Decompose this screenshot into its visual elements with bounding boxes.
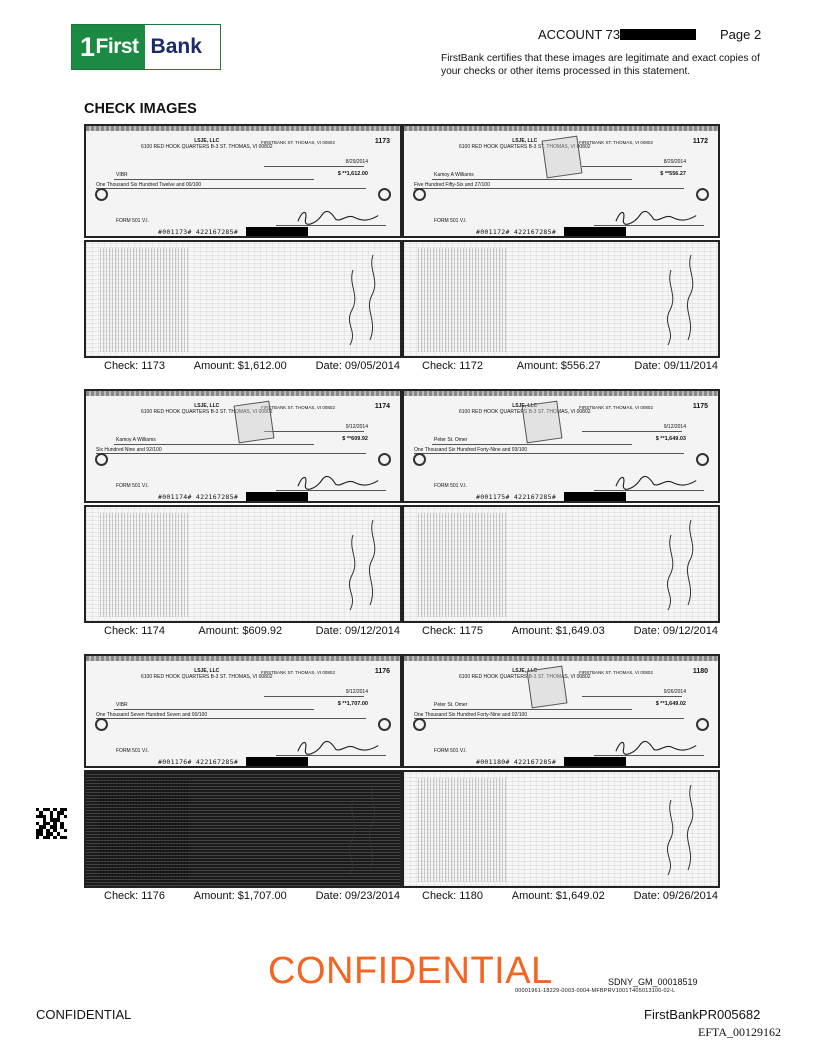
- logo-one: 1: [80, 31, 95, 62]
- check-caption: [84, 625, 402, 637]
- endorsement-text: [100, 248, 190, 352]
- bank-stamp-icon: [522, 401, 563, 444]
- check-amount: $ **1,649.02: [655, 701, 686, 707]
- firstbank-logo: [71, 24, 221, 70]
- check-front-image: LSJE, LLC 6100 RED HOOK QUARTERS B-3 ST. THOMAS, VI 00802 FIRSTBANK ST. THOMAS, VI 00802 1175 9/12/2014 Peter St. Omer $ **1,649.03 One Thousand Six Hundred Forty-Nine and 03/100 FORM 501 V.I. #001175# 422167285#: [402, 389, 720, 503]
- caption-check-number: Check: 1176: [104, 890, 165, 902]
- caption-check-number: Check: 1174: [104, 625, 165, 637]
- check-number: 1174: [374, 403, 390, 410]
- redaction-bar: [564, 227, 626, 237]
- confidential-footer: CONFIDENTIAL: [36, 1007, 132, 1022]
- micr-line: #001175# 422167285#: [476, 493, 557, 501]
- check-date: 9/12/2014: [345, 424, 368, 430]
- check-amount-words: One Thousand Six Hundred Twelve and 00/100: [96, 182, 202, 188]
- check-front-image: LSJE, LLC 6100 RED HOOK QUARTERS B-3 ST. THOMAS, VI 00802 FIRSTBANK ST. THOMAS, VI 00802 1176 9/12/2014 VIBR $ **1,707.00 One Thousand Seven Hundred Seven and 00/100 FORM 501 V.I. #001176# 422167285#: [84, 654, 402, 768]
- signature: [594, 738, 704, 756]
- check-hole-icon: [95, 453, 108, 466]
- micr-line: #001176# 422167285#: [158, 758, 239, 766]
- logo-bank: Bank: [145, 25, 208, 69]
- caption-check-number: Check: 1173: [104, 360, 165, 372]
- check-amount-words: Six Hundred Nine and 92/100: [96, 447, 162, 453]
- endorsement-text: [418, 248, 508, 352]
- redaction-bar: [620, 29, 696, 40]
- check-back-image: [84, 770, 402, 888]
- check-hole-icon: [413, 453, 426, 466]
- check-caption: [402, 625, 720, 637]
- caption-date: Date: 09/23/2014: [315, 890, 400, 902]
- caption-date: Date: 09/11/2014: [634, 360, 718, 372]
- check-caption: [402, 890, 720, 902]
- redaction-bar: [246, 227, 308, 237]
- check-date: 9/12/2014: [663, 424, 686, 430]
- caption-date: Date: 09/12/2014: [315, 625, 400, 637]
- check-1176: [84, 654, 402, 902]
- bates-number: SDNY_GM_00018519: [608, 977, 698, 987]
- check-back-image: [402, 770, 720, 888]
- check-number: 1173: [374, 138, 390, 145]
- check-hole-icon: [378, 188, 391, 201]
- caption-amount: Amount: $609.92: [198, 625, 283, 637]
- check-hole-icon: [413, 188, 426, 201]
- check-payee: VIBR: [116, 172, 128, 178]
- check-date: 9/26/2014: [663, 689, 686, 695]
- check-number: 1172: [692, 138, 708, 145]
- check-front-image: LSJE, LLC 6100 RED HOOK QUARTERS B-3 ST. THOMAS, VI 00802 FIRSTBANK ST. THOMAS, VI 00802 1180 9/26/2014 Peter St. Omer $ **1,649.02 One Thousand Six Hundred Forty-Nine and 02/100 FORM 501 V.I. #001180# 422167285#: [402, 654, 720, 768]
- section-title: CHECK IMAGES: [84, 101, 197, 117]
- check-amount: $ **1,612.00: [337, 171, 368, 177]
- check-payee: Peter St. Omer: [434, 702, 468, 708]
- bates-subnumber: 00001961-18229-0003-0004-MFBPRV1001T405013100-02-L: [515, 988, 676, 994]
- caption-date: Date: 09/05/2014: [315, 360, 400, 372]
- bank-stamp-icon: [542, 136, 583, 179]
- signature: [594, 473, 704, 491]
- check-hole-icon: [696, 188, 709, 201]
- signature-icon: [594, 473, 704, 490]
- endorsement-signature-icon: [328, 250, 388, 350]
- endorsement-signature-icon: [646, 515, 706, 615]
- endorsement-text: [100, 513, 190, 617]
- endorsement-signature-icon: [646, 250, 706, 350]
- endorsement-text: [418, 778, 508, 882]
- endorsement-signature-icon: [328, 515, 388, 615]
- check-1173: [84, 124, 402, 372]
- caption-amount: Amount: $1,649.03: [511, 625, 605, 637]
- check-amount-words: One Thousand Six Hundred Forty-Nine and 02/100: [414, 712, 528, 718]
- endorsement-signature-icon: [328, 780, 388, 880]
- micr-line: #001180# 422167285#: [476, 758, 557, 766]
- caption-amount: Amount: $1,649.02: [511, 890, 605, 902]
- check-1174: [84, 389, 402, 637]
- signature-icon: [276, 473, 386, 490]
- check-number: 1176: [374, 668, 390, 675]
- signature-icon: [276, 738, 386, 755]
- check-caption: [84, 890, 402, 902]
- micr-line: #001173# 422167285#: [158, 228, 239, 236]
- caption-check-number: Check: 1175: [422, 625, 483, 637]
- endorsement-text: [418, 513, 508, 617]
- check-hole-icon: [378, 453, 391, 466]
- check-1175: [402, 389, 720, 637]
- check-payee: VIBR: [116, 702, 128, 708]
- signature-icon: [594, 208, 704, 225]
- check-amount-words: Five Hundred Fifty-Six and 27/100: [414, 182, 490, 188]
- caption-check-number: Check: 1180: [422, 890, 483, 902]
- micr-line: #001174# 422167285#: [158, 493, 239, 501]
- check-back-image: [84, 240, 402, 358]
- account-number: ACCOUNT 73: [538, 27, 696, 42]
- check-number: 1175: [692, 403, 708, 410]
- check-date: 8/29/2014: [345, 159, 368, 165]
- redaction-bar: [564, 757, 626, 767]
- check-hole-icon: [378, 718, 391, 731]
- micr-line: #001172# 422167285#: [476, 228, 557, 236]
- signature: [276, 208, 386, 226]
- check-amount: $ **1,649.03: [655, 436, 686, 442]
- redaction-bar: [246, 757, 308, 767]
- check-amount: $ **1,707.00: [337, 701, 368, 707]
- caption-check-number: Check: 1172: [422, 360, 483, 372]
- confidential-stamp: CONFIDENTIAL: [268, 950, 553, 992]
- check-hole-icon: [95, 718, 108, 731]
- check-amount: $ **609.92: [342, 436, 368, 442]
- redaction-bar: [246, 492, 308, 502]
- check-caption: [402, 360, 720, 372]
- endorsement-signature-icon: [646, 780, 706, 880]
- check-hole-icon: [95, 188, 108, 201]
- caption-amount: Amount: $556.27: [516, 360, 601, 372]
- check-front-image: LSJE, LLC 6100 RED HOOK QUARTERS B-3 ST. THOMAS, VI 00802 FIRSTBANK ST. THOMAS, VI 00802 1172 8/29/2014 Kamoy A Williams $ **556.27 Five Hundred Fifty-Six and 27/100 FORM 501 V.I. #001172# 422167285#: [402, 124, 720, 238]
- signature: [594, 208, 704, 226]
- check-back-image: [402, 505, 720, 623]
- firstbank-doc-number: FirstBankPR005682: [644, 1007, 761, 1022]
- caption-amount: Amount: $1,707.00: [193, 890, 287, 902]
- check-back-image: [402, 240, 720, 358]
- signature-icon: [276, 208, 386, 225]
- check-amount: $ **556.27: [660, 171, 686, 177]
- check-1172: [402, 124, 720, 372]
- check-payee: Kamoy A Williams: [116, 437, 156, 443]
- check-front-image: LSJE, LLC 6100 RED HOOK QUARTERS B-3 ST. THOMAS, VI 00802 FIRSTBANK ST. THOMAS, VI 00802 1173 8/29/2014 VIBR $ **1,612.00 One Thousand Six Hundred Twelve and 00/100 FORM 501 V.I. #001173# 422167285#: [84, 124, 402, 238]
- check-amount-words: One Thousand Six Hundred Forty-Nine and 03/100: [414, 447, 528, 453]
- efta-number: EFTA_00129162: [698, 1025, 782, 1039]
- bank-stamp-icon: [527, 666, 568, 709]
- logo-first: First: [95, 35, 139, 58]
- check-caption: [84, 360, 402, 372]
- check-1180: [402, 654, 720, 902]
- qr-code-icon: [36, 808, 67, 839]
- signature-icon: [594, 738, 704, 755]
- signature: [276, 738, 386, 756]
- check-payee: Kamoy A Williams: [434, 172, 474, 178]
- check-hole-icon: [696, 718, 709, 731]
- bank-stamp-icon: [234, 401, 275, 444]
- check-hole-icon: [413, 718, 426, 731]
- signature: [276, 473, 386, 491]
- check-payee: Peter St. Omer: [434, 437, 468, 443]
- check-amount-words: One Thousand Seven Hundred Seven and 00/100: [96, 712, 208, 718]
- check-hole-icon: [696, 453, 709, 466]
- endorsement-text: [100, 778, 190, 882]
- redaction-bar: [564, 492, 626, 502]
- certification-text: FirstBank certifies that these images are legitimate and exact copies of your checks or other items processed in this statement.: [441, 53, 760, 77]
- check-back-image: [84, 505, 402, 623]
- check-date: 9/12/2014: [345, 689, 368, 695]
- caption-amount: Amount: $1,612.00: [193, 360, 287, 372]
- check-number: 1180: [692, 668, 708, 675]
- caption-date: Date: 09/26/2014: [633, 890, 718, 902]
- check-front-image: LSJE, LLC 6100 RED HOOK QUARTERS B-3 ST. THOMAS, VI 00802 FIRSTBANK ST. THOMAS, VI 00802 1174 9/12/2014 Kamoy A Williams $ **609.92 Six Hundred Nine and 92/100 FORM 501 V.I. #001174# 422167285#: [84, 389, 402, 503]
- check-date: 8/29/2014: [663, 159, 686, 165]
- page-number: Page 2: [720, 27, 762, 42]
- caption-date: Date: 09/12/2014: [633, 625, 718, 637]
